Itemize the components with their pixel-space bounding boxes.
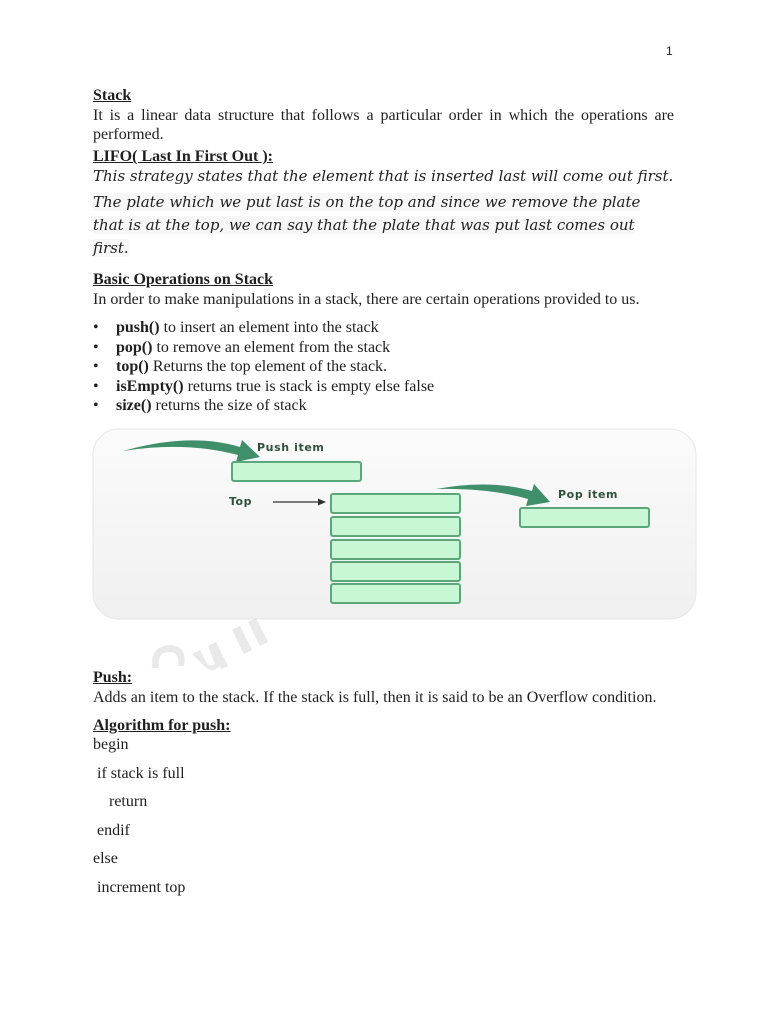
operations-list <box>93 318 674 416</box>
basic-ops-heading: Basic Operations on Stack <box>93 271 274 288</box>
stack-heading: Stack <box>93 87 132 104</box>
stack-box <box>331 517 460 536</box>
watermark <box>140 590 320 680</box>
plate-example-text: The plate which we put last is on the top and since we remove the plate that is at the top, we can say that the plate that was put last comes out first. <box>93 193 641 257</box>
algorithm-steps <box>93 731 674 903</box>
stack-intro: It is a linear data structure that follows a particular order in which the operations are performed. <box>93 107 674 143</box>
list-item: • pop() to remove an element from the stack <box>93 338 391 356</box>
op-name: size() <box>116 397 152 414</box>
plate-example <box>93 191 674 260</box>
algorithm-line: return <box>93 793 148 811</box>
algorithm-line: else <box>93 850 118 868</box>
page-number: 1 <box>666 44 673 58</box>
list-item: • size() returns the size of stack <box>93 397 307 414</box>
algorithm-heading: Algorithm for push: <box>93 717 231 734</box>
stack-box <box>331 540 460 559</box>
op-name: pop() <box>116 338 153 356</box>
op-desc: to remove an element from the stack <box>152 338 391 356</box>
stack-box <box>331 584 460 603</box>
document-body <box>93 86 674 416</box>
op-name: push() <box>116 319 160 336</box>
basic-ops-intro: In order to make manipulations in a stack, there are certain operations provided to us. <box>93 291 640 308</box>
pop-item-label: Pop item <box>558 488 619 501</box>
op-desc: returns the size of stack <box>151 397 307 414</box>
top-label: Top <box>229 495 252 508</box>
push-item-label: Push item <box>257 441 325 454</box>
op-name: isEmpty() <box>116 377 184 395</box>
push-description: Adds an item to the stack. If the stack is full, then it is said to be an Overflow condition. <box>93 689 657 706</box>
algorithm-line: begin <box>93 736 129 753</box>
algorithm-line: endif <box>93 821 130 839</box>
algorithm-line: increment top <box>93 878 186 896</box>
stack-box <box>331 562 460 581</box>
algorithm-line: if stack is full <box>93 764 185 782</box>
op-desc: Returns the top element of the stack. <box>148 358 388 375</box>
lifo-heading: LIFO( Last In First Out ): <box>93 148 273 165</box>
lifo-definition: This strategy states that the element that is inserted last will come out first. <box>93 167 674 185</box>
op-desc: returns true is stack is empty else false <box>183 377 435 395</box>
push-item-box <box>232 462 361 481</box>
list-item: • push() to insert an element into the stack <box>93 319 379 336</box>
stack-box <box>331 494 460 513</box>
push-heading: Push: <box>93 669 133 686</box>
list-item: • isEmpty() returns true is stack is empty else false <box>93 377 435 395</box>
op-name: top() <box>116 358 149 375</box>
list-item: • top() Returns the top element of the stack. <box>93 358 388 375</box>
op-desc: to insert an element into the stack <box>159 319 379 336</box>
push-section <box>93 668 674 903</box>
pop-item-box <box>520 508 649 527</box>
